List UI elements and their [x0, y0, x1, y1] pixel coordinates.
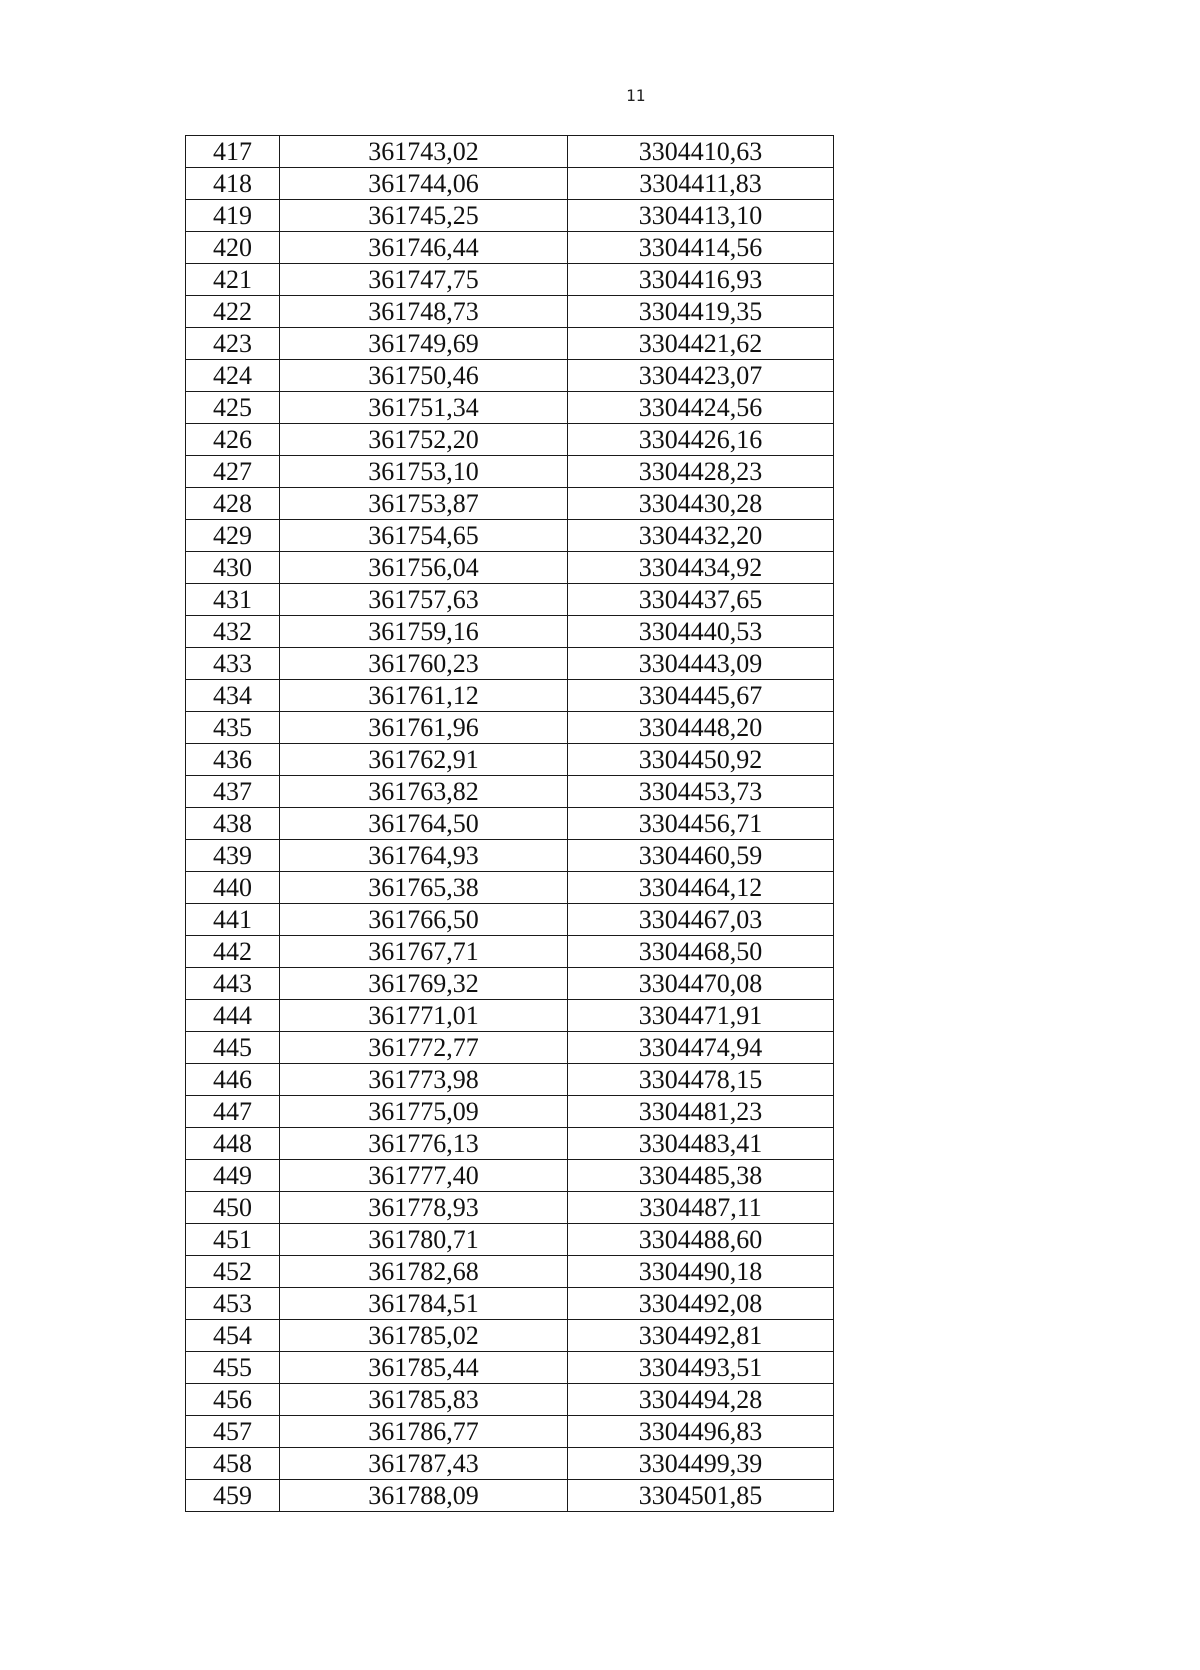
y-coordinate-cell: 3304499,39 — [568, 1448, 834, 1480]
x-coordinate-cell: 361785,02 — [280, 1320, 568, 1352]
x-coordinate-cell: 361766,50 — [280, 904, 568, 936]
point-number-cell: 418 — [186, 168, 280, 200]
table-row — [186, 712, 834, 744]
y-coordinate-cell: 3304428,23 — [568, 456, 834, 488]
point-number-cell: 444 — [186, 1000, 280, 1032]
table-row — [186, 488, 834, 520]
point-number-cell: 441 — [186, 904, 280, 936]
point-number-cell: 419 — [186, 200, 280, 232]
point-number-cell: 417 — [186, 136, 280, 168]
point-number-cell: 435 — [186, 712, 280, 744]
page-number: 11 — [626, 86, 646, 105]
y-coordinate-cell: 3304460,59 — [568, 840, 834, 872]
table-row — [186, 360, 834, 392]
x-coordinate-cell: 361762,91 — [280, 744, 568, 776]
point-number-cell: 455 — [186, 1352, 280, 1384]
y-coordinate-cell: 3304426,16 — [568, 424, 834, 456]
x-coordinate-cell: 361788,09 — [280, 1480, 568, 1512]
y-coordinate-cell: 3304450,92 — [568, 744, 834, 776]
x-coordinate-cell: 361773,98 — [280, 1064, 568, 1096]
y-coordinate-cell: 3304414,56 — [568, 232, 834, 264]
y-coordinate-cell: 3304501,85 — [568, 1480, 834, 1512]
x-coordinate-cell: 361761,96 — [280, 712, 568, 744]
x-coordinate-cell: 361753,10 — [280, 456, 568, 488]
y-coordinate-cell: 3304424,56 — [568, 392, 834, 424]
table-row — [186, 1224, 834, 1256]
y-coordinate-cell: 3304437,65 — [568, 584, 834, 616]
y-coordinate-cell: 3304423,07 — [568, 360, 834, 392]
table-row — [186, 1448, 834, 1480]
x-coordinate-cell: 361744,06 — [280, 168, 568, 200]
table-row — [186, 1256, 834, 1288]
y-coordinate-cell: 3304470,08 — [568, 968, 834, 1000]
x-coordinate-cell: 361775,09 — [280, 1096, 568, 1128]
table-row — [186, 1096, 834, 1128]
table-row — [186, 776, 834, 808]
x-coordinate-cell: 361743,02 — [280, 136, 568, 168]
table-row — [186, 264, 834, 296]
table-row — [186, 392, 834, 424]
point-number-cell: 457 — [186, 1416, 280, 1448]
y-coordinate-cell: 3304468,50 — [568, 936, 834, 968]
table-row — [186, 232, 834, 264]
table-row — [186, 1064, 834, 1096]
point-number-cell: 431 — [186, 584, 280, 616]
x-coordinate-cell: 361772,77 — [280, 1032, 568, 1064]
point-number-cell: 423 — [186, 328, 280, 360]
y-coordinate-cell: 3304443,09 — [568, 648, 834, 680]
table-row — [186, 872, 834, 904]
point-number-cell: 453 — [186, 1288, 280, 1320]
x-coordinate-cell: 361754,65 — [280, 520, 568, 552]
x-coordinate-cell: 361760,23 — [280, 648, 568, 680]
point-number-cell: 430 — [186, 552, 280, 584]
table-row — [186, 968, 834, 1000]
x-coordinate-cell: 361786,77 — [280, 1416, 568, 1448]
x-coordinate-cell: 361752,20 — [280, 424, 568, 456]
x-coordinate-cell: 361756,04 — [280, 552, 568, 584]
point-number-cell: 426 — [186, 424, 280, 456]
table-row — [186, 1192, 834, 1224]
table-row — [186, 200, 834, 232]
table-row — [186, 808, 834, 840]
y-coordinate-cell: 3304492,08 — [568, 1288, 834, 1320]
x-coordinate-cell: 361785,44 — [280, 1352, 568, 1384]
x-coordinate-cell: 361777,40 — [280, 1160, 568, 1192]
point-number-cell: 438 — [186, 808, 280, 840]
table-row — [186, 1000, 834, 1032]
point-number-cell: 440 — [186, 872, 280, 904]
table-row — [186, 648, 834, 680]
y-coordinate-cell: 3304494,28 — [568, 1384, 834, 1416]
table-row — [186, 168, 834, 200]
point-number-cell: 424 — [186, 360, 280, 392]
table-row — [186, 840, 834, 872]
table-row — [186, 1160, 834, 1192]
point-number-cell: 437 — [186, 776, 280, 808]
point-number-cell: 459 — [186, 1480, 280, 1512]
table-row — [186, 1032, 834, 1064]
y-coordinate-cell: 3304487,11 — [568, 1192, 834, 1224]
x-coordinate-cell: 361771,01 — [280, 1000, 568, 1032]
x-coordinate-cell: 361753,87 — [280, 488, 568, 520]
point-number-cell: 421 — [186, 264, 280, 296]
y-coordinate-cell: 3304474,94 — [568, 1032, 834, 1064]
x-coordinate-cell: 361765,38 — [280, 872, 568, 904]
table-row — [186, 584, 834, 616]
y-coordinate-cell: 3304440,53 — [568, 616, 834, 648]
table-row — [186, 616, 834, 648]
x-coordinate-cell: 361782,68 — [280, 1256, 568, 1288]
x-coordinate-cell: 361784,51 — [280, 1288, 568, 1320]
y-coordinate-cell: 3304434,92 — [568, 552, 834, 584]
point-number-cell: 425 — [186, 392, 280, 424]
x-coordinate-cell: 361750,46 — [280, 360, 568, 392]
y-coordinate-cell: 3304464,12 — [568, 872, 834, 904]
point-number-cell: 420 — [186, 232, 280, 264]
table-row — [186, 520, 834, 552]
table-row — [186, 552, 834, 584]
point-number-cell: 456 — [186, 1384, 280, 1416]
x-coordinate-cell: 361748,73 — [280, 296, 568, 328]
point-number-cell: 439 — [186, 840, 280, 872]
x-coordinate-cell: 361747,75 — [280, 264, 568, 296]
y-coordinate-cell: 3304492,81 — [568, 1320, 834, 1352]
y-coordinate-cell: 3304467,03 — [568, 904, 834, 936]
x-coordinate-cell: 361764,93 — [280, 840, 568, 872]
x-coordinate-cell: 361776,13 — [280, 1128, 568, 1160]
table-row — [186, 296, 834, 328]
x-coordinate-cell: 361787,43 — [280, 1448, 568, 1480]
y-coordinate-cell: 3304432,20 — [568, 520, 834, 552]
y-coordinate-cell: 3304445,67 — [568, 680, 834, 712]
table-row — [186, 456, 834, 488]
x-coordinate-cell: 361759,16 — [280, 616, 568, 648]
x-coordinate-cell: 361764,50 — [280, 808, 568, 840]
point-number-cell: 454 — [186, 1320, 280, 1352]
y-coordinate-cell: 3304483,41 — [568, 1128, 834, 1160]
table-row — [186, 936, 834, 968]
point-number-cell: 446 — [186, 1064, 280, 1096]
table-row — [186, 1416, 834, 1448]
y-coordinate-cell: 3304430,28 — [568, 488, 834, 520]
table-row — [186, 136, 834, 168]
y-coordinate-cell: 3304456,71 — [568, 808, 834, 840]
y-coordinate-cell: 3304411,83 — [568, 168, 834, 200]
table-row — [186, 424, 834, 456]
point-number-cell: 452 — [186, 1256, 280, 1288]
point-number-cell: 451 — [186, 1224, 280, 1256]
point-number-cell: 429 — [186, 520, 280, 552]
table-row — [186, 680, 834, 712]
coordinates-table-body — [186, 136, 834, 1512]
y-coordinate-cell: 3304421,62 — [568, 328, 834, 360]
x-coordinate-cell: 361778,93 — [280, 1192, 568, 1224]
coordinates-table — [185, 135, 834, 1512]
point-number-cell: 443 — [186, 968, 280, 1000]
x-coordinate-cell: 361767,71 — [280, 936, 568, 968]
point-number-cell: 448 — [186, 1128, 280, 1160]
x-coordinate-cell: 361749,69 — [280, 328, 568, 360]
point-number-cell: 428 — [186, 488, 280, 520]
point-number-cell: 449 — [186, 1160, 280, 1192]
point-number-cell: 422 — [186, 296, 280, 328]
table-row — [186, 328, 834, 360]
point-number-cell: 432 — [186, 616, 280, 648]
x-coordinate-cell: 361780,71 — [280, 1224, 568, 1256]
x-coordinate-cell: 361785,83 — [280, 1384, 568, 1416]
x-coordinate-cell: 361746,44 — [280, 232, 568, 264]
table-row — [186, 1128, 834, 1160]
y-coordinate-cell: 3304448,20 — [568, 712, 834, 744]
table-row — [186, 1320, 834, 1352]
point-number-cell: 458 — [186, 1448, 280, 1480]
x-coordinate-cell: 361763,82 — [280, 776, 568, 808]
x-coordinate-cell: 361761,12 — [280, 680, 568, 712]
y-coordinate-cell: 3304419,35 — [568, 296, 834, 328]
y-coordinate-cell: 3304488,60 — [568, 1224, 834, 1256]
point-number-cell: 436 — [186, 744, 280, 776]
x-coordinate-cell: 361769,32 — [280, 968, 568, 1000]
y-coordinate-cell: 3304453,73 — [568, 776, 834, 808]
point-number-cell: 450 — [186, 1192, 280, 1224]
x-coordinate-cell: 361751,34 — [280, 392, 568, 424]
y-coordinate-cell: 3304471,91 — [568, 1000, 834, 1032]
table-row — [186, 1288, 834, 1320]
point-number-cell: 433 — [186, 648, 280, 680]
y-coordinate-cell: 3304416,93 — [568, 264, 834, 296]
y-coordinate-cell: 3304496,83 — [568, 1416, 834, 1448]
table-row — [186, 904, 834, 936]
table-row — [186, 1352, 834, 1384]
point-number-cell: 434 — [186, 680, 280, 712]
table-row — [186, 1480, 834, 1512]
x-coordinate-cell: 361745,25 — [280, 200, 568, 232]
y-coordinate-cell: 3304490,18 — [568, 1256, 834, 1288]
point-number-cell: 442 — [186, 936, 280, 968]
y-coordinate-cell: 3304478,15 — [568, 1064, 834, 1096]
point-number-cell: 447 — [186, 1096, 280, 1128]
table-row — [186, 1384, 834, 1416]
point-number-cell: 427 — [186, 456, 280, 488]
y-coordinate-cell: 3304481,23 — [568, 1096, 834, 1128]
table-row — [186, 744, 834, 776]
y-coordinate-cell: 3304493,51 — [568, 1352, 834, 1384]
y-coordinate-cell: 3304410,63 — [568, 136, 834, 168]
y-coordinate-cell: 3304413,10 — [568, 200, 834, 232]
y-coordinate-cell: 3304485,38 — [568, 1160, 834, 1192]
x-coordinate-cell: 361757,63 — [280, 584, 568, 616]
point-number-cell: 445 — [186, 1032, 280, 1064]
